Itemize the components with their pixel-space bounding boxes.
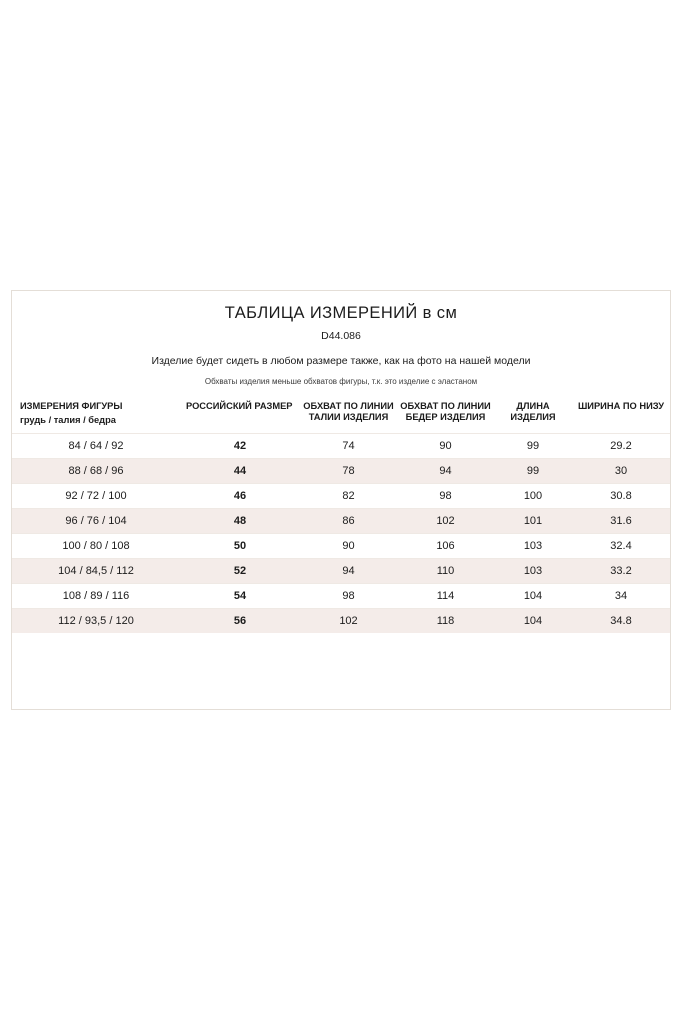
cell-bottom-width: 30 [572, 458, 670, 483]
cell-garment-length: 104 [494, 608, 572, 633]
cell-waist-garment: 94 [300, 558, 397, 583]
column-header-garment-length: ДЛИНА ИЗДЕЛИЯ [510, 401, 556, 423]
cell-garment-length: 99 [494, 458, 572, 483]
cell-waist-garment: 98 [300, 583, 397, 608]
cell-bottom-width: 32.4 [572, 533, 670, 558]
cell-garment-length: 104 [494, 583, 572, 608]
cell-garment-length: 99 [494, 433, 572, 458]
cell-russian-size: 42 [180, 433, 300, 458]
cell-waist-garment: 102 [300, 608, 397, 633]
cell-body-measurements: 108 / 89 / 116 [12, 583, 180, 608]
cell-garment-length: 101 [494, 508, 572, 533]
cell-waist-garment: 86 [300, 508, 397, 533]
cell-body-measurements: 84 / 64 / 92 [12, 433, 180, 458]
card-header [12, 291, 670, 386]
measurements-card [11, 290, 671, 710]
table-row [12, 608, 670, 633]
table-row [12, 533, 670, 558]
cell-body-measurements: 92 / 72 / 100 [12, 483, 180, 508]
cell-hips-garment: 106 [397, 533, 494, 558]
cell-bottom-width: 34.8 [572, 608, 670, 633]
table-row [12, 433, 670, 458]
cell-garment-length: 103 [494, 558, 572, 583]
column-header-bottom-width: ШИРИНА ПО НИЗУ [577, 401, 665, 411]
cell-russian-size: 52 [180, 558, 300, 583]
page-title: ТАБЛИЦА ИЗМЕРЕНИЙ в см [224, 304, 458, 322]
cell-hips-garment: 114 [397, 583, 494, 608]
cell-body-measurements: 100 / 80 / 108 [12, 533, 180, 558]
cell-bottom-width: 29.2 [572, 433, 670, 458]
cell-waist-garment: 82 [300, 483, 397, 508]
table-row [12, 558, 670, 583]
table-header-row [12, 397, 670, 433]
table-row [12, 583, 670, 608]
table-row [12, 458, 670, 483]
column-header-hips-garment: ОБХВАТ ПО ЛИНИИ БЕДЕР ИЗДЕЛИЯ [400, 401, 491, 423]
cell-waist-garment: 90 [300, 533, 397, 558]
cell-hips-garment: 102 [397, 508, 494, 533]
elastane-note: Обхваты изделия меньше обхватов фигуры, т.к. это изделие с эластаном [204, 377, 478, 386]
cell-russian-size: 54 [180, 583, 300, 608]
column-header-body-measurements: ИЗМЕРЕНИЯ ФИГУРЫ грудь / талия / бедра [20, 401, 123, 426]
column-header-waist-garment: ОБХВАТ ПО ЛИНИИ ТАЛИИ ИЗДЕЛИЯ [303, 401, 394, 423]
cell-hips-garment: 94 [397, 458, 494, 483]
table-row [12, 483, 670, 508]
cell-bottom-width: 34 [572, 583, 670, 608]
cell-hips-garment: 98 [397, 483, 494, 508]
cell-hips-garment: 90 [397, 433, 494, 458]
cell-body-measurements: 96 / 76 / 104 [12, 508, 180, 533]
cell-hips-garment: 110 [397, 558, 494, 583]
cell-waist-garment: 78 [300, 458, 397, 483]
cell-garment-length: 100 [494, 483, 572, 508]
cell-russian-size: 44 [180, 458, 300, 483]
cell-russian-size: 56 [180, 608, 300, 633]
cell-body-measurements: 112 / 93,5 / 120 [12, 608, 180, 633]
cell-body-measurements: 104 / 84,5 / 112 [12, 558, 180, 583]
cell-bottom-width: 33.2 [572, 558, 670, 583]
cell-russian-size: 50 [180, 533, 300, 558]
column-header-russian-size: РОССИЙСКИЙ РАЗМЕР [186, 401, 293, 411]
cell-hips-garment: 118 [397, 608, 494, 633]
table-body [12, 433, 670, 633]
product-code: D44.086 [321, 330, 361, 342]
fit-note: Изделие будет сидеть в любом размере также, как на фото на нашей модели [151, 355, 531, 367]
cell-russian-size: 46 [180, 483, 300, 508]
cell-waist-garment: 74 [300, 433, 397, 458]
table-row [12, 508, 670, 533]
measurements-table [12, 397, 670, 633]
cell-body-measurements: 88 / 68 / 96 [12, 458, 180, 483]
table-header [12, 397, 670, 433]
cell-garment-length: 103 [494, 533, 572, 558]
cell-russian-size: 48 [180, 508, 300, 533]
cell-bottom-width: 30.8 [572, 483, 670, 508]
cell-bottom-width: 31.6 [572, 508, 670, 533]
